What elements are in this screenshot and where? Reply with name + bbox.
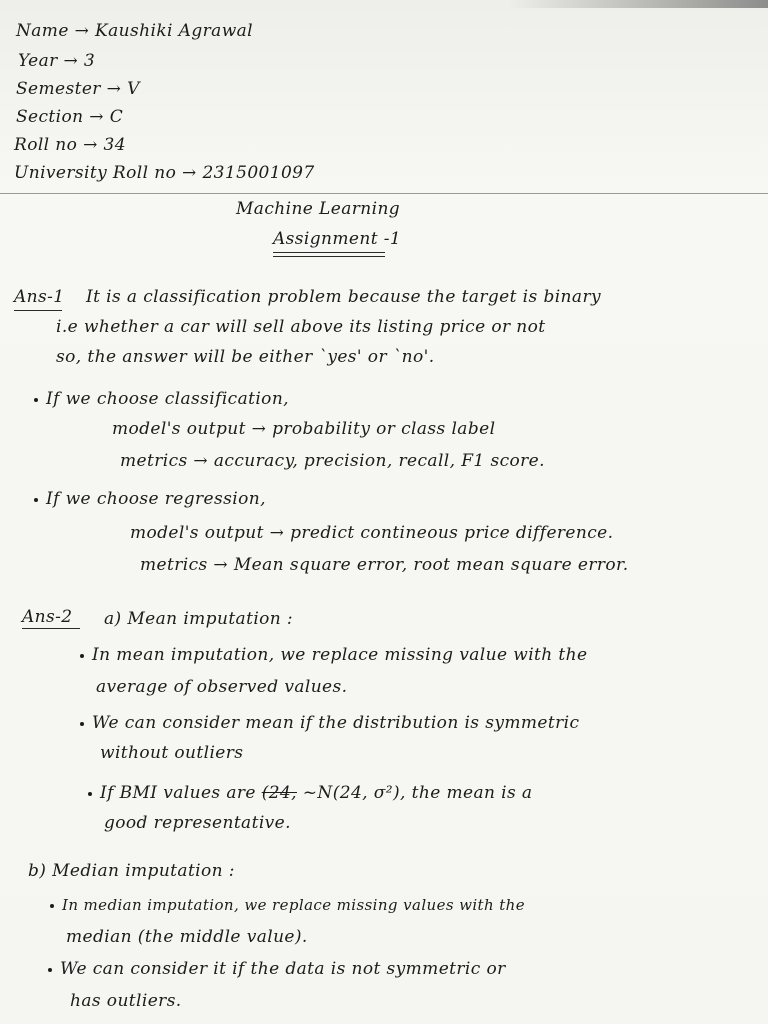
ans2-b-bullet1-text: In median imputation, we replace missing values with the bbox=[62, 896, 525, 914]
bullet bbox=[80, 654, 84, 658]
bullet bbox=[34, 398, 38, 402]
ans2-a-heading: a) Mean imputation : bbox=[104, 609, 294, 629]
ans1-line-2: i.e whether a car will sell above its listing price or not bbox=[56, 317, 546, 337]
ans1-label-underline bbox=[14, 310, 62, 311]
ans2-a-bullet1-line1 bbox=[80, 644, 587, 666]
header-semester: Semester → V bbox=[16, 79, 140, 99]
ans2-a-bullet1-text: In mean imputation, we replace missing value with the bbox=[92, 645, 588, 665]
ans1-classification-intro bbox=[34, 388, 289, 410]
bullet bbox=[50, 904, 54, 908]
ans1-regression-output: model's output → predict contineous price difference. bbox=[130, 523, 614, 543]
ans1-classification-metrics: metrics → accuracy, precision, recall, F1 score. bbox=[120, 451, 545, 471]
ans1-classification-intro-text: If we choose classification, bbox=[46, 389, 289, 409]
page-corner-shadow bbox=[508, 0, 768, 8]
bullet bbox=[80, 722, 84, 726]
bullet bbox=[88, 792, 92, 796]
ans1-regression-metrics: metrics → Mean square error, root mean square error. bbox=[140, 555, 629, 575]
ans2-b-heading: b) Median imputation : bbox=[28, 861, 235, 881]
title-machine-learning: Machine Learning bbox=[236, 199, 401, 219]
ans2-a-bullet2-text: We can consider mean if the distribution is symmetric bbox=[92, 713, 580, 733]
header-divider bbox=[0, 193, 768, 194]
title-underline-1 bbox=[273, 252, 385, 253]
ans1-label: Ans-1 bbox=[14, 287, 65, 307]
ans2-b-bullet2-text: We can consider it if the data is not symmetric or bbox=[60, 959, 506, 979]
ans2-a-bullet3-line1 bbox=[88, 782, 532, 804]
ans2-a-bullet3-pre: If BMI values are bbox=[100, 783, 256, 803]
ans1-regression-intro bbox=[34, 488, 266, 510]
ans1-classification-output: model's output → probability or class label bbox=[112, 419, 496, 439]
ans2-label-underline bbox=[22, 628, 80, 629]
ans2-b-bullet1-line1 bbox=[50, 894, 525, 916]
ans2-a-bullet1-line2: average of observed values. bbox=[96, 677, 348, 697]
ans2-a-bullet3-post: ~N(24, σ²), the mean is a bbox=[302, 783, 533, 803]
header-section: Section → C bbox=[16, 107, 124, 127]
ans2-a-bullet3-struck: (24, bbox=[261, 783, 297, 803]
header-year: Year → 3 bbox=[18, 51, 96, 71]
ans2-a-bullet2-line2: without outliers bbox=[100, 743, 244, 763]
ans2-a-bullet2-line1 bbox=[80, 712, 579, 734]
ans1-regression-intro-text: If we choose regression, bbox=[46, 489, 266, 509]
bullet bbox=[48, 968, 52, 972]
ans2-b-bullet1-line2: median (the middle value). bbox=[66, 927, 308, 947]
header-name: Name → Kaushiki Agrawal bbox=[16, 21, 254, 41]
ans2-b-bullet2-line2: has outliers. bbox=[70, 991, 182, 1011]
title-underline-2 bbox=[273, 256, 385, 257]
ans2-a-bullet3-line2: good representative. bbox=[104, 813, 291, 833]
ans1-line-1: It is a classification problem because the target is binary bbox=[86, 287, 601, 307]
header-university-roll-no: University Roll no → 2315001097 bbox=[14, 163, 315, 183]
ans2-b-bullet2-line1 bbox=[48, 958, 506, 980]
header-roll-no: Roll no → 34 bbox=[14, 135, 126, 155]
ans1-line-3: so, the answer will be either `yes' or `no'. bbox=[56, 347, 435, 367]
bullet bbox=[34, 498, 38, 502]
title-assignment: Assignment -1 bbox=[273, 229, 402, 249]
ans2-label: Ans-2 bbox=[22, 607, 73, 627]
